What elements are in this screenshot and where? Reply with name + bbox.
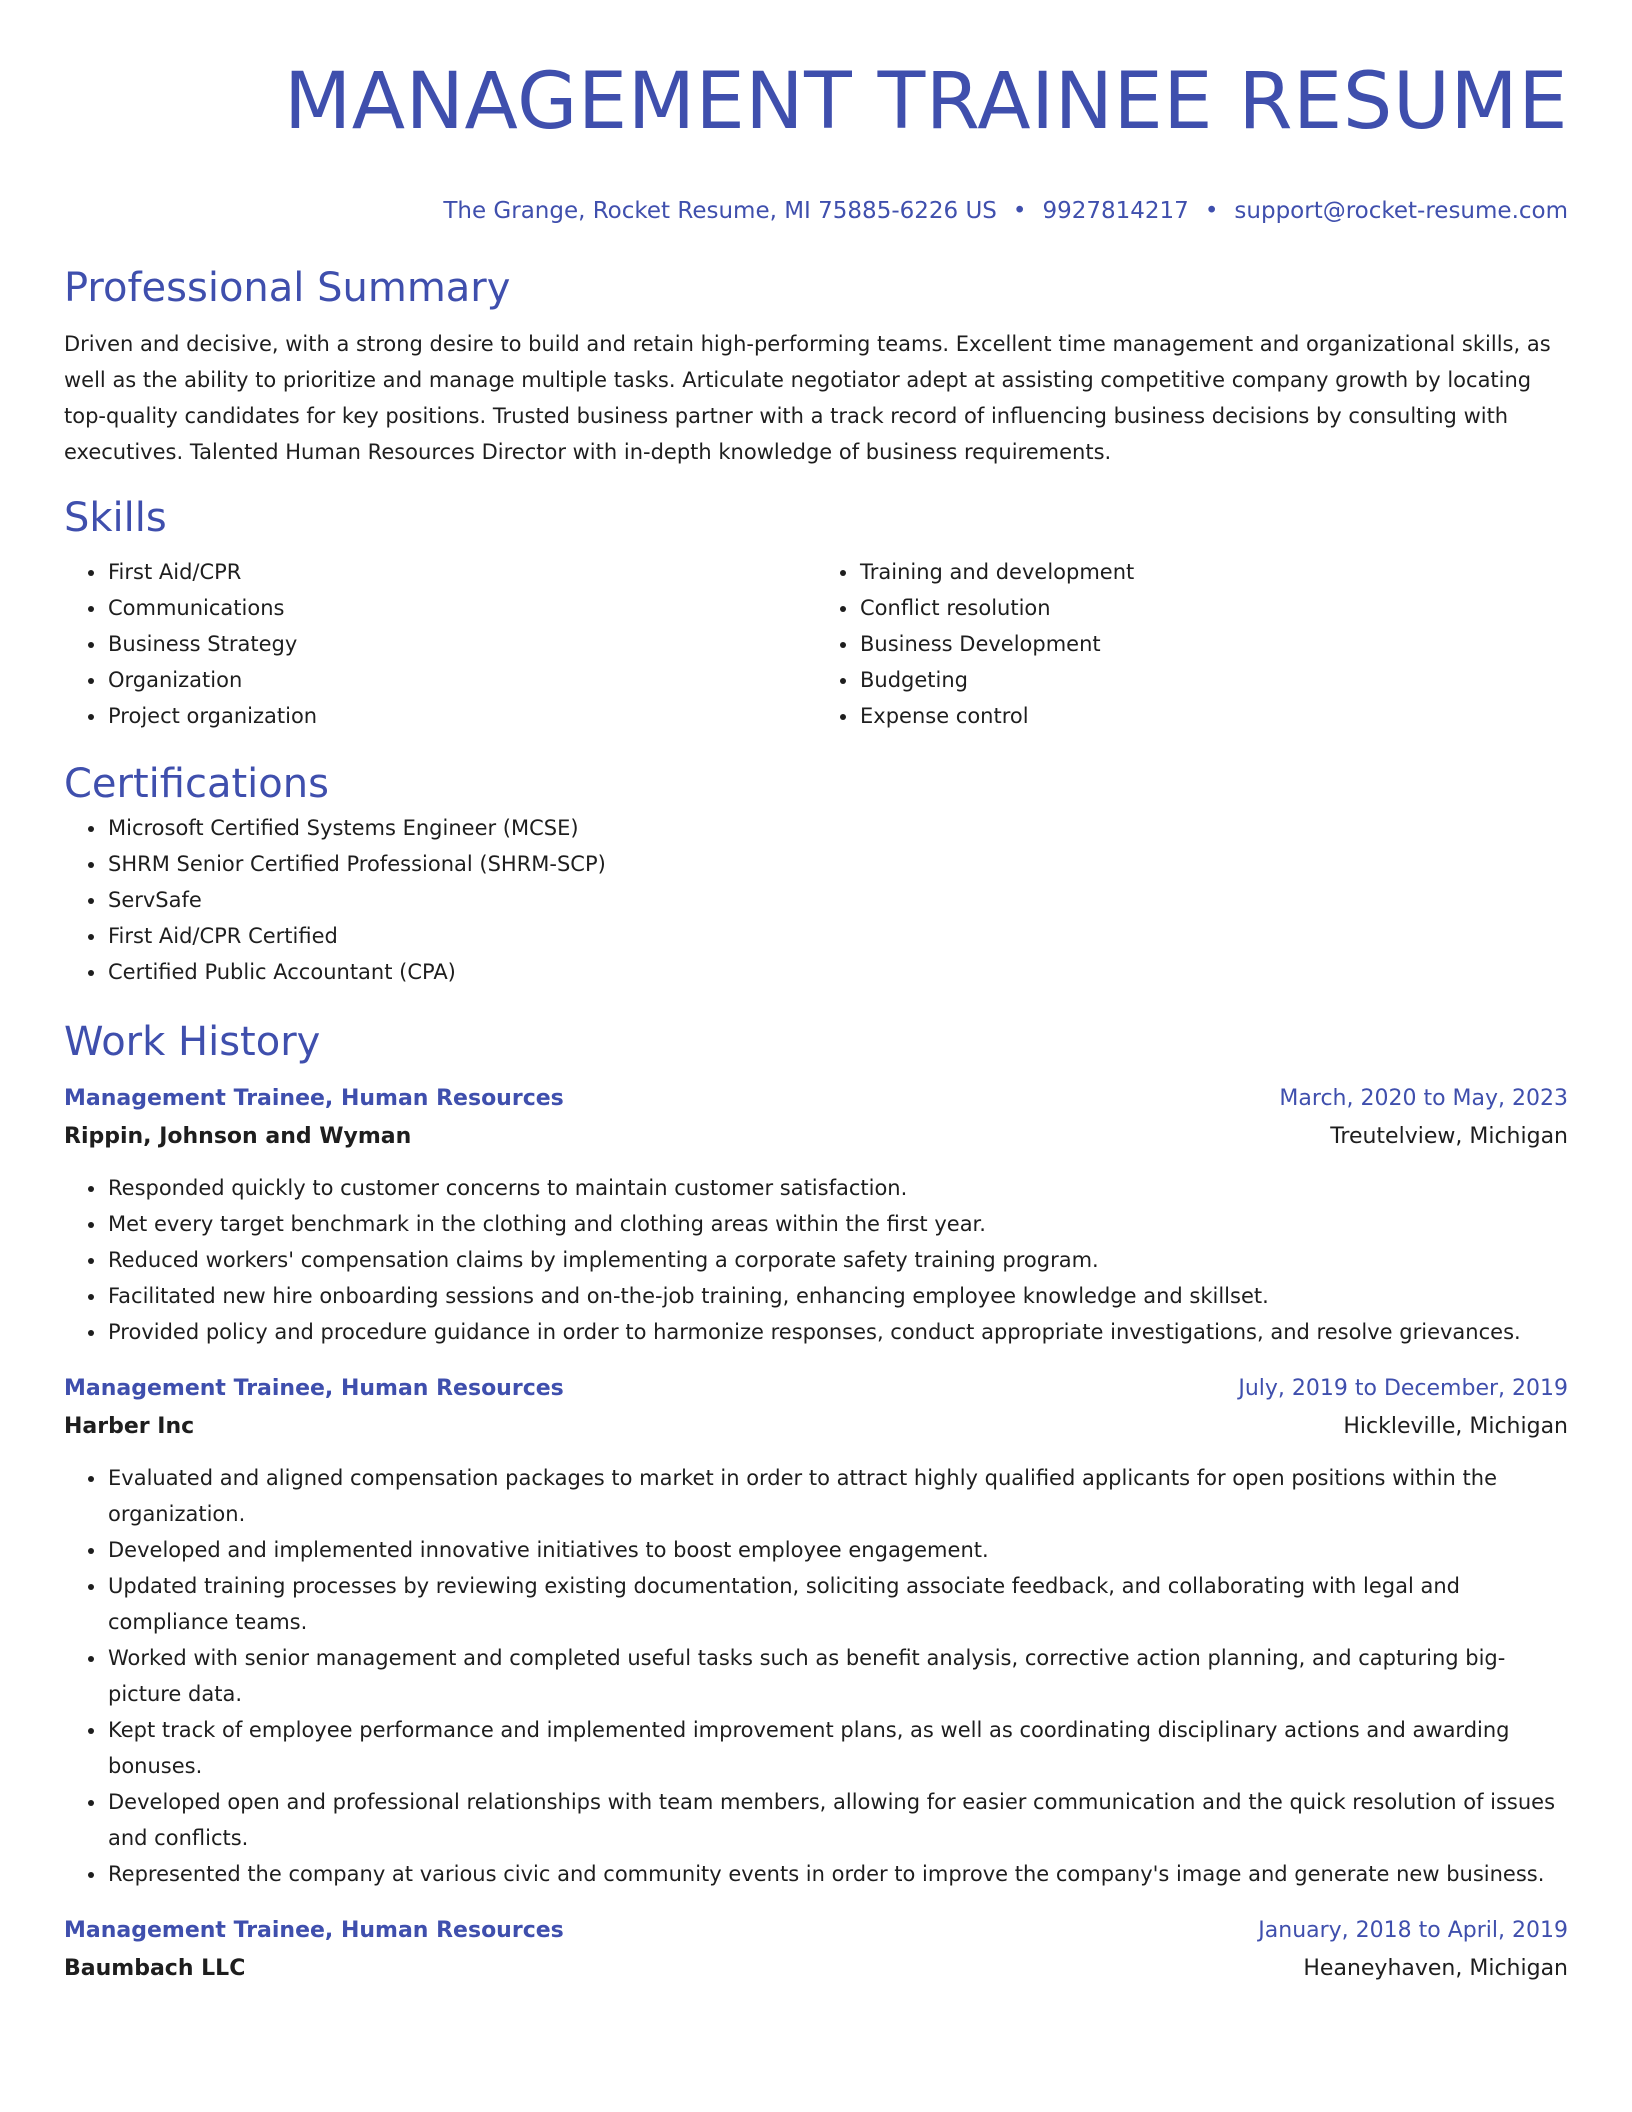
job-bullet: • Developed open and professional relationships with team members, allowing for easier communication and the quick resolution of issues and conflicts. [107, 1784, 1568, 1856]
skills-grid [64, 554, 1568, 734]
job-company-row [64, 1950, 1568, 1988]
job-entry [64, 1370, 1568, 1892]
job-location: Hickleville, Michigan [1343, 1414, 1568, 1439]
summary-text: Driven and decisive, with a strong desire to build and retain high-performing teams. Excellent time management and organizational skills, as well as the ability to prioritize and manage multiple tasks. Articulate negotiator adept at assisting competitive company growth by locating top-quality candidates for key positions. Trusted business partner with a track record of influencing business decisions by consulting with executives. Talented Human Resources Director with in-depth knowledge of business requirements. [64, 332, 1551, 464]
resume-header [64, 50, 1568, 226]
job-bullet: • Facilitated new hire onboarding sessions and on-the-job training, enhancing employee knowledge and skillset. [107, 1278, 1568, 1314]
skill-item: • Organization [107, 662, 816, 698]
contact-address: The Grange, Rocket Resume, MI 75885-6226 US [443, 198, 997, 224]
skill-item: • Conflict resolution [859, 590, 1568, 626]
job-bullets [64, 1460, 1568, 1892]
skill-item: • Expense control [859, 698, 1568, 734]
certification-item: • First Aid/CPR Certified [107, 918, 1568, 954]
job-dates: March, 2020 to May, 2023 [1279, 1086, 1568, 1111]
job-bullet: • Kept track of employee performance and implemented improvement plans, as well as coordinating disciplinary actions and awarding bonuses. [107, 1712, 1568, 1784]
job-bullet: • Provided policy and procedure guidance in order to harmonize responses, conduct appropriate investigations, and resolve grievances. [107, 1314, 1568, 1350]
certification-item: • ServSafe [107, 882, 1568, 918]
certification-item: • SHRM Senior Certified Professional (SHRM-SCP) [107, 846, 1568, 882]
job-company: Harber Inc [64, 1414, 195, 1439]
job-dates: July, 2019 to December, 2019 [1238, 1376, 1568, 1401]
job-bullet: • Evaluated and aligned compensation packages to market in order to attract highly qualified applicants for open positions within the organization. [107, 1460, 1568, 1532]
certification-item: • Microsoft Certified Systems Engineer (MCSE) [107, 810, 1568, 846]
job-bullet: • Responded quickly to customer concerns to maintain customer satisfaction. [107, 1170, 1568, 1206]
contact-separator: • [1204, 198, 1219, 224]
job-header-row [64, 1370, 1568, 1408]
job-bullet: • Represented the company at various civic and community events in order to improve the company's image and generate new business. [107, 1856, 1568, 1892]
certification-item: • Certified Public Accountant (CPA) [107, 954, 1568, 990]
job-bullet: • Updated training processes by reviewing existing documentation, soliciting associate feedback, and collaborating with legal and compliance teams. [107, 1568, 1568, 1640]
job-bullet: • Met every target benchmark in the clothing and clothing areas within the first year. [107, 1206, 1568, 1242]
job-company: Baumbach LLC [64, 1956, 246, 1981]
skills-list-right [816, 554, 1568, 734]
job-entry [64, 1912, 1568, 1988]
skill-item: • Budgeting [859, 662, 1568, 698]
job-company-row [64, 1118, 1568, 1156]
job-location: Treutelview, Michigan [1330, 1124, 1568, 1149]
skills-list-left [64, 554, 816, 734]
job-bullets [64, 1170, 1568, 1350]
contact-line [64, 196, 1568, 226]
job-title: Management Trainee, Human Resources [64, 1918, 564, 1943]
job-bullet: • Developed and implemented innovative initiatives to boost employee engagement. [107, 1532, 1568, 1568]
resume-title: MANAGEMENT TRAINEE RESUME [284, 57, 1568, 147]
certifications-list [64, 810, 1568, 990]
job-entry [64, 1080, 1568, 1350]
contact-email[interactable]: support@rocket-resume.com [1234, 198, 1568, 224]
job-company: Rippin, Johnson and Wyman [64, 1124, 412, 1149]
work-history-heading: Work History [64, 1019, 321, 1065]
certifications-heading: Certifications [64, 761, 329, 807]
skill-item: • Business Strategy [107, 626, 816, 662]
skill-item: • Business Development [859, 626, 1568, 662]
job-company-row [64, 1408, 1568, 1446]
skill-item: • First Aid/CPR [107, 554, 816, 590]
skills-heading: Skills [64, 495, 167, 541]
job-title: Management Trainee, Human Resources [64, 1376, 564, 1401]
job-dates: January, 2018 to April, 2019 [1258, 1918, 1568, 1943]
skill-item: • Project organization [107, 698, 816, 734]
contact-phone: 9927814217 [1042, 198, 1189, 224]
job-header-row [64, 1080, 1568, 1118]
skill-item: • Communications [107, 590, 816, 626]
job-title: Management Trainee, Human Resources [64, 1086, 564, 1111]
skill-item: • Training and development [859, 554, 1568, 590]
job-bullet: • Reduced workers' compensation claims by implementing a corporate safety training program. [107, 1242, 1568, 1278]
job-header-row [64, 1912, 1568, 1950]
summary-heading: Professional Summary [64, 265, 511, 311]
contact-separator: • [1012, 198, 1027, 224]
job-bullet: • Worked with senior management and completed useful tasks such as benefit analysis, corrective action planning, and capturing big-picture data. [107, 1640, 1568, 1712]
job-location: Heaneyhaven, Michigan [1303, 1956, 1568, 1981]
